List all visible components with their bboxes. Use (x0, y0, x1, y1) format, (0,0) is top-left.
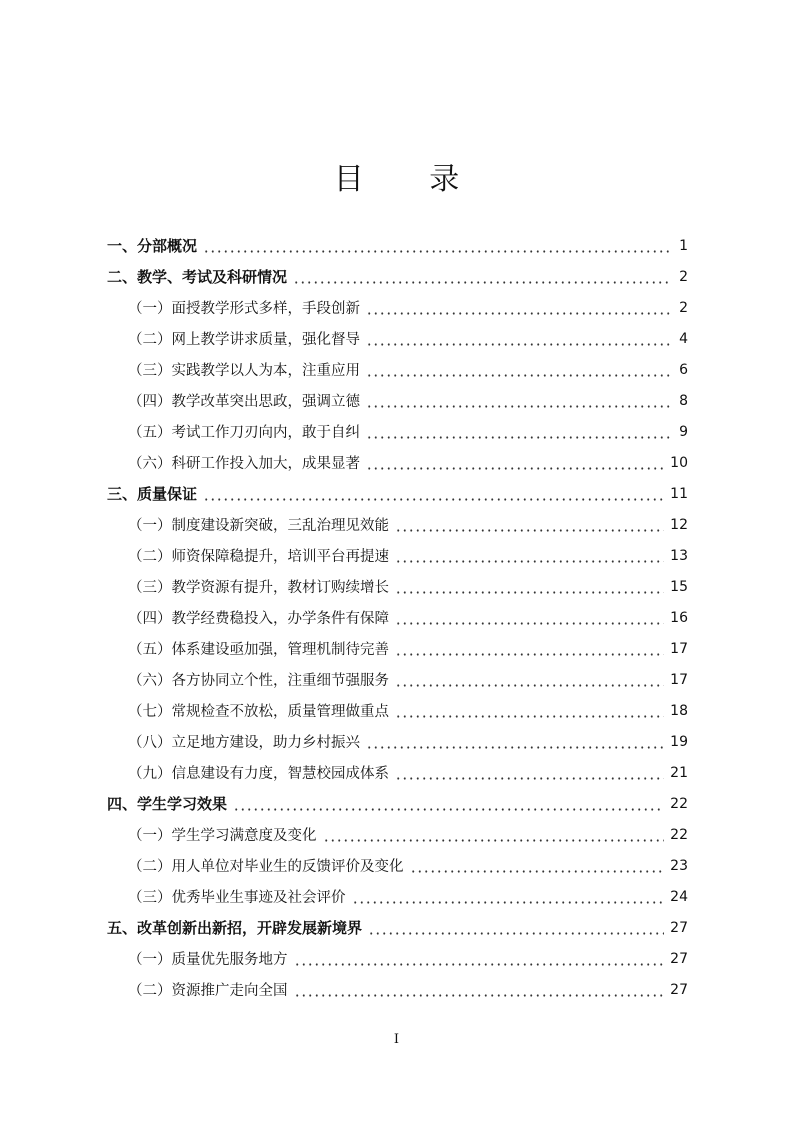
toc-subsection-entry[interactable] (128, 881, 688, 912)
toc-entry-label: （二）师资保障稳提升，培训平台再提速 (128, 549, 389, 565)
dot-leader (366, 467, 664, 470)
toc-entry-label: （三）实践教学以人为本，注重应用 (128, 363, 360, 379)
dot-leader (368, 932, 664, 935)
dot-leader (395, 529, 664, 532)
toc-entry-label: （七）常规检查不放松，质量管理做重点 (128, 704, 389, 720)
toc-entry-label: 二、教学、考试及科研情况 (107, 268, 288, 286)
toc-subsection-entry[interactable] (128, 695, 688, 726)
toc-entry-label: （二）网上教学讲求质量，强化督导 (128, 332, 360, 348)
toc-subsection-entry[interactable] (128, 323, 688, 354)
dot-leader (233, 808, 664, 811)
toc-subsection-entry[interactable] (128, 850, 688, 881)
toc-subsection-entry[interactable] (128, 540, 688, 571)
toc-entry-page-number: 17 (670, 671, 688, 688)
toc-section-entry[interactable] (107, 230, 688, 261)
toc-entry-page-number: 4 (679, 330, 688, 347)
toc-entry-page-number: 18 (670, 702, 688, 719)
toc-entry-page-number: 22 (670, 826, 688, 843)
dot-leader (366, 405, 672, 408)
toc-entry-page-number: 9 (679, 423, 688, 440)
toc-entry-page-number: 13 (670, 547, 688, 564)
toc-entry-label: （二）用人单位对毕业生的反馈评价及变化 (128, 859, 404, 875)
toc-subsection-entry[interactable] (128, 292, 688, 323)
toc-entry-page-number: 21 (670, 764, 688, 781)
dot-leader (410, 870, 665, 873)
dot-leader (366, 343, 672, 346)
toc-entry-page-number: 2 (679, 268, 688, 285)
toc-entry-page-number: 2 (679, 299, 688, 316)
toc-section-entry[interactable] (107, 788, 688, 819)
toc-entry-label: （六）各方协同立个性，注重细节强服务 (128, 673, 389, 689)
toc-subsection-entry[interactable] (128, 633, 688, 664)
dot-leader (203, 250, 672, 253)
toc-entry-label: （三）优秀毕业生事迹及社会评价 (128, 890, 346, 906)
toc-entry-page-number: 15 (670, 578, 688, 595)
toc-subsection-entry[interactable] (128, 509, 688, 540)
dot-leader (395, 591, 664, 594)
toc-subsection-entry[interactable] (128, 447, 688, 478)
dot-leader (395, 777, 664, 780)
toc-entry-label: 四、学生学习效果 (107, 795, 228, 813)
dot-leader (203, 498, 664, 501)
toc-subsection-entry[interactable] (128, 416, 688, 447)
toc-entry-label: （四）教学改革突出思政，强调立德 (128, 394, 360, 410)
toc-section-entry[interactable] (107, 478, 688, 509)
toc-entry-label: （一）质量优先服务地方 (128, 952, 288, 968)
toc-subsection-entry[interactable] (128, 602, 688, 633)
toc-entry-label: （一）面授教学形式多样，手段创新 (128, 301, 360, 317)
toc-subsection-entry[interactable] (128, 757, 688, 788)
toc-section-entry[interactable] (107, 912, 688, 943)
toc-section-entry[interactable] (107, 261, 688, 292)
toc-subsection-entry[interactable] (128, 664, 688, 695)
dot-leader (395, 560, 664, 563)
toc-entry-label: （五）体系建设亟加强，管理机制待完善 (128, 642, 389, 658)
toc-entry-label: （二）资源推广走向全国 (128, 983, 288, 999)
toc-entry-label: （六）科研工作投入加大，成果显著 (128, 456, 360, 472)
toc-entry-page-number: 22 (670, 795, 688, 812)
toc-entry-label: 五、改革创新出新招，开辟发展新境界 (107, 919, 363, 937)
toc-entry-label: （四）教学经费稳投入，办学条件有保障 (128, 611, 389, 627)
dot-leader (395, 715, 664, 718)
toc-subsection-entry[interactable] (128, 943, 688, 974)
toc-entry-label: 一、分部概况 (107, 237, 198, 255)
toc-entry-page-number: 17 (670, 640, 688, 657)
toc-entry-page-number: 10 (670, 454, 688, 471)
dot-leader (366, 312, 672, 315)
dot-leader (323, 839, 665, 842)
toc-entry-label: （一）制度建设新突破，三乱治理见效能 (128, 518, 389, 534)
toc-entry-page-number: 27 (670, 981, 688, 998)
dot-leader (366, 746, 664, 749)
table-of-contents (0, 230, 793, 1005)
dot-leader (395, 622, 664, 625)
toc-entry-page-number: 12 (670, 516, 688, 533)
toc-entry-page-number: 1 (679, 237, 688, 254)
toc-entry-label: （九）信息建设有力度，智慧校园成体系 (128, 766, 389, 782)
toc-subsection-entry[interactable] (128, 819, 688, 850)
toc-subsection-entry[interactable] (128, 354, 688, 385)
toc-title: 目 录 (333, 162, 488, 198)
page-number: I (393, 1032, 400, 1047)
toc-entry-page-number: 19 (670, 733, 688, 750)
toc-entry-page-number: 11 (670, 485, 688, 502)
toc-entry-label: （三）教学资源有提升，教材订购续增长 (128, 580, 389, 596)
dot-leader (294, 963, 665, 966)
toc-entry-page-number: 23 (670, 857, 688, 874)
dot-leader (395, 653, 664, 656)
toc-entry-page-number: 27 (670, 950, 688, 967)
dot-leader (366, 436, 672, 439)
toc-subsection-entry[interactable] (128, 571, 688, 602)
toc-entry-label: （五）考试工作刀刃向内，敢于自纠 (128, 425, 360, 441)
toc-entry-page-number: 16 (670, 609, 688, 626)
dot-leader (293, 281, 672, 284)
toc-entry-page-number: 24 (670, 888, 688, 905)
dot-leader (352, 901, 665, 904)
dot-leader (294, 994, 665, 997)
toc-subsection-entry[interactable] (128, 385, 688, 416)
dot-leader (395, 684, 664, 687)
toc-entry-page-number: 8 (679, 392, 688, 409)
toc-entry-label: （一）学生学习满意度及变化 (128, 828, 317, 844)
toc-entry-page-number: 27 (670, 919, 688, 936)
toc-entry-label: 三、质量保证 (107, 485, 198, 503)
toc-subsection-entry[interactable] (128, 726, 688, 757)
toc-entry-label: （八）立足地方建设，助力乡村振兴 (128, 735, 360, 751)
dot-leader (366, 374, 672, 377)
toc-subsection-entry[interactable] (128, 974, 688, 1005)
toc-entry-page-number: 6 (679, 361, 688, 378)
